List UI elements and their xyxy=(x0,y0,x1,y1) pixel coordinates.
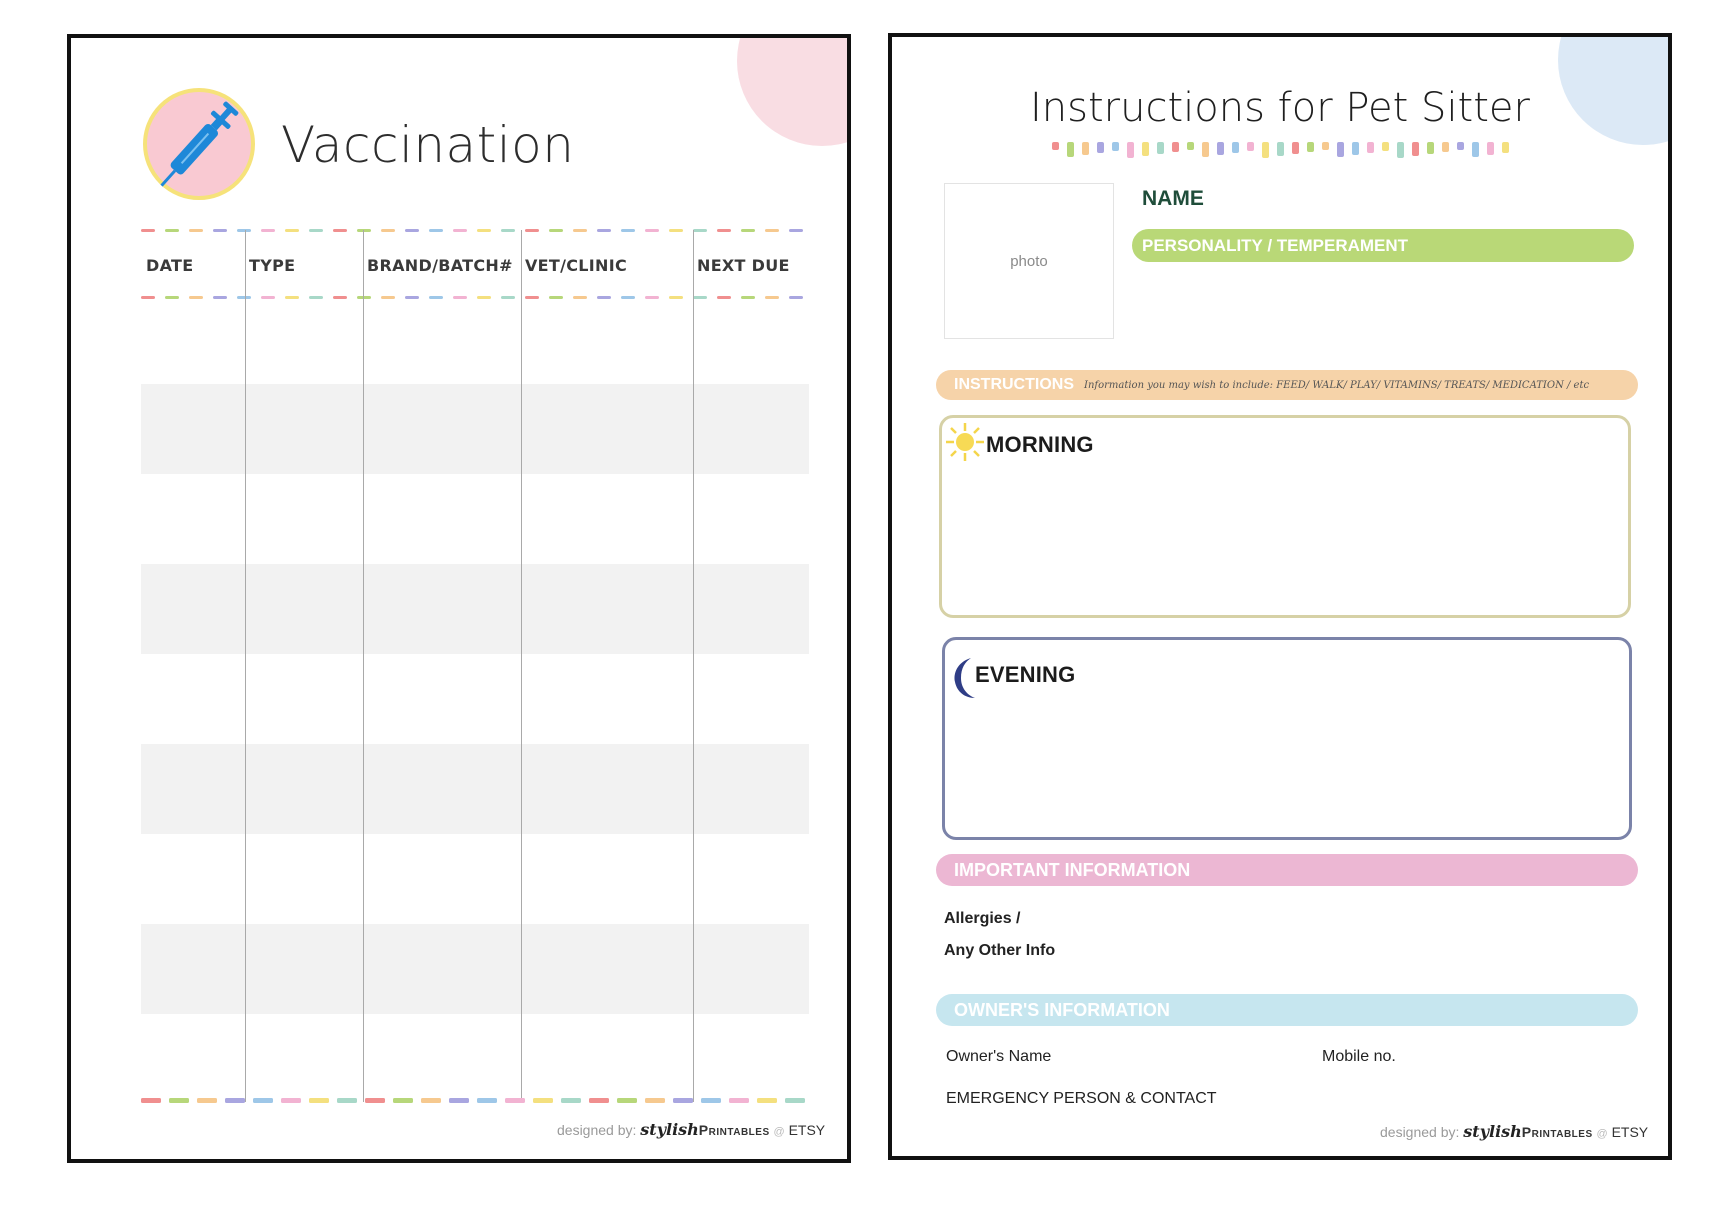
dash-segment xyxy=(597,229,611,232)
evening-section[interactable] xyxy=(942,637,1632,840)
bunting-tassel xyxy=(1217,142,1224,155)
page-title: Instructions for Pet Sitter xyxy=(1030,85,1530,131)
personality-label: PERSONALITY / TEMPERAMENT xyxy=(1142,235,1409,255)
instructions-note: Information you may wish to include: FEED/ WALK/ PLAY/ VITAMINS/ TREATS/ MEDICATION / etc xyxy=(1084,379,1590,391)
bunting-tassel xyxy=(1112,142,1119,151)
bunting-tassel xyxy=(1397,142,1404,158)
dash-segment xyxy=(357,229,371,232)
column-header-brand-batch: BRAND/BATCH# xyxy=(367,256,513,275)
dash-segment xyxy=(141,296,155,299)
bunting-tassel xyxy=(1157,142,1164,154)
dash-segment xyxy=(421,1098,441,1103)
table-row[interactable] xyxy=(141,384,809,474)
dashed-divider xyxy=(141,295,809,301)
mobile-label: Mobile no. xyxy=(1322,1048,1396,1065)
footer-brand: Printables xyxy=(1521,1124,1593,1140)
morning-label: MORNING xyxy=(986,432,1094,457)
dash-segment xyxy=(357,296,371,299)
owner-info-label: OWNER'S INFORMATION xyxy=(954,999,1170,1020)
column-header-vet-clinic: VET/CLINIC xyxy=(525,256,628,275)
dash-segment xyxy=(253,1098,273,1103)
bunting-tassel xyxy=(1187,142,1194,150)
dash-segment xyxy=(477,1098,497,1103)
bunting-tassel xyxy=(1127,142,1134,158)
bunting-tassel xyxy=(1487,142,1494,155)
bunting-tassel xyxy=(1142,142,1149,156)
dash-segment xyxy=(765,296,779,299)
other-info-label: Any Other Info xyxy=(944,942,1056,959)
dash-segment xyxy=(741,229,755,232)
dash-segment xyxy=(789,229,803,232)
table-row[interactable] xyxy=(141,564,809,654)
dash-segment xyxy=(477,229,491,232)
dash-segment xyxy=(333,296,347,299)
footer-credit xyxy=(1380,1122,1648,1141)
page-title: Vaccination xyxy=(281,116,575,174)
dash-segment xyxy=(429,296,443,299)
dash-segment xyxy=(393,1098,413,1103)
footer-signature: stylish xyxy=(1463,1122,1522,1141)
dash-segment xyxy=(701,1098,721,1103)
bunting-tassel xyxy=(1427,142,1434,154)
dash-segment xyxy=(237,296,251,299)
moon-icon xyxy=(951,656,977,700)
vaccination-page xyxy=(67,34,851,1163)
dash-segment xyxy=(141,229,155,232)
dash-segment xyxy=(189,229,203,232)
column-header-date: DATE xyxy=(146,256,194,275)
dash-segment xyxy=(261,296,275,299)
bunting-tassel xyxy=(1367,142,1374,153)
bunting-tassel xyxy=(1337,142,1344,157)
dash-segment xyxy=(453,296,467,299)
bunting-tassel xyxy=(1322,142,1329,150)
bunting-tassel xyxy=(1172,142,1179,152)
dash-segment xyxy=(549,296,563,299)
owner-info-banner xyxy=(936,994,1638,1026)
dash-segment xyxy=(765,229,779,232)
bunting-tassel xyxy=(1097,142,1104,153)
dash-segment xyxy=(381,296,395,299)
dash-segment xyxy=(693,229,707,232)
dash-segment xyxy=(645,1098,665,1103)
bunting-tassel xyxy=(1082,142,1089,155)
bunting-tassel xyxy=(1247,142,1254,151)
dash-segment xyxy=(789,296,803,299)
dash-segment xyxy=(309,1098,329,1103)
photo-label: photo xyxy=(1010,252,1048,270)
bunting-tassel xyxy=(1202,142,1209,157)
bunting-tassel xyxy=(1352,142,1359,155)
dash-segment xyxy=(197,1098,217,1103)
dash-segment xyxy=(573,296,587,299)
dash-segment xyxy=(693,296,707,299)
dash-segment xyxy=(549,229,563,232)
footer-designed-by: designed by: xyxy=(1380,1124,1460,1140)
column-header-type: TYPE xyxy=(249,256,296,275)
dash-segment xyxy=(225,1098,245,1103)
bunting-tassel xyxy=(1307,142,1314,152)
footer-signature: stylish xyxy=(640,1120,699,1139)
dash-segment xyxy=(673,1098,693,1103)
footer-brand: Printables xyxy=(698,1122,770,1138)
instructions-label: INSTRUCTIONS xyxy=(954,376,1074,393)
bunting-tassel xyxy=(1472,142,1479,157)
dash-segment xyxy=(169,1098,189,1103)
dash-segment xyxy=(281,1098,301,1103)
dash-segment xyxy=(429,229,443,232)
dashed-divider xyxy=(141,1098,809,1104)
column-divider xyxy=(693,230,694,1102)
dashed-divider xyxy=(141,228,809,234)
footer-etsy: ETSY xyxy=(1611,1124,1649,1140)
dash-segment xyxy=(285,229,299,232)
dash-segment xyxy=(237,229,251,232)
column-divider xyxy=(521,230,522,1102)
bunting-tassel xyxy=(1067,142,1074,157)
bunting-tassel xyxy=(1262,142,1269,158)
dash-segment xyxy=(501,229,515,232)
personality-banner xyxy=(1132,229,1634,262)
dash-segment xyxy=(525,229,539,232)
dash-segment xyxy=(405,229,419,232)
dash-segment xyxy=(213,229,227,232)
bunting-tassel xyxy=(1502,142,1509,153)
dash-segment xyxy=(285,296,299,299)
name-label: NAME xyxy=(1142,187,1204,210)
dash-segment xyxy=(645,296,659,299)
important-info-banner xyxy=(936,854,1638,886)
dash-segment xyxy=(381,229,395,232)
footer-at: @ xyxy=(1596,1128,1608,1140)
dash-segment xyxy=(617,1098,637,1103)
column-divider xyxy=(245,230,246,1102)
dash-segment xyxy=(597,296,611,299)
emergency-contact-label: EMERGENCY PERSON & CONTACT xyxy=(946,1090,1217,1107)
pet-sitter-page xyxy=(888,33,1672,1160)
bunting-tassel xyxy=(1457,142,1464,150)
instructions-banner xyxy=(936,370,1638,400)
dash-segment xyxy=(717,296,731,299)
dash-segment xyxy=(165,229,179,232)
footer-at: @ xyxy=(773,1126,785,1138)
dash-segment xyxy=(453,229,467,232)
dash-segment xyxy=(645,229,659,232)
dash-segment xyxy=(405,296,419,299)
dash-segment xyxy=(477,296,491,299)
dash-segment xyxy=(365,1098,385,1103)
photo-placeholder[interactable] xyxy=(944,183,1114,339)
dash-segment xyxy=(449,1098,469,1103)
sun-icon xyxy=(944,421,986,463)
dash-segment xyxy=(141,1098,161,1103)
dash-segment xyxy=(501,296,515,299)
dash-segment xyxy=(505,1098,525,1103)
footer-credit xyxy=(557,1120,825,1139)
bunting-tassel xyxy=(1412,142,1419,156)
dash-segment xyxy=(621,296,635,299)
dash-segment xyxy=(669,296,683,299)
dash-segment xyxy=(189,296,203,299)
bunting-tassel xyxy=(1442,142,1449,152)
syringe-icon xyxy=(141,82,259,200)
dash-segment xyxy=(561,1098,581,1103)
owner-name-label: Owner's Name xyxy=(946,1048,1052,1065)
dash-segment xyxy=(525,296,539,299)
allergies-label: Allergies / xyxy=(944,910,1021,927)
dash-segment xyxy=(261,229,275,232)
dash-segment xyxy=(621,229,635,232)
dash-segment xyxy=(573,229,587,232)
dash-segment xyxy=(589,1098,609,1103)
dash-segment xyxy=(213,296,227,299)
dash-segment xyxy=(309,229,323,232)
dash-segment xyxy=(741,296,755,299)
dash-segment xyxy=(533,1098,553,1103)
bunting-tassel xyxy=(1292,142,1299,154)
dash-segment xyxy=(757,1098,777,1103)
dash-segment xyxy=(717,229,731,232)
table-row[interactable] xyxy=(141,924,809,1014)
table-row[interactable] xyxy=(141,744,809,834)
bunting-tassel xyxy=(1382,142,1389,151)
dash-segment xyxy=(669,229,683,232)
dash-segment xyxy=(165,296,179,299)
column-header-next-due: NEXT DUE xyxy=(697,256,790,275)
dash-segment xyxy=(785,1098,805,1103)
dash-segment xyxy=(337,1098,357,1103)
bunting-tassel xyxy=(1277,142,1284,156)
evening-label: EVENING xyxy=(975,662,1076,687)
important-info-label: IMPORTANT INFORMATION xyxy=(954,859,1191,880)
morning-section[interactable] xyxy=(939,415,1631,618)
column-divider xyxy=(363,230,364,1102)
dash-segment xyxy=(333,229,347,232)
corner-decoration xyxy=(737,34,851,146)
bunting-decoration xyxy=(1052,140,1522,162)
footer-etsy: ETSY xyxy=(788,1122,826,1138)
bunting-tassel xyxy=(1052,142,1059,150)
dash-segment xyxy=(309,296,323,299)
dash-segment xyxy=(729,1098,749,1103)
footer-designed-by: designed by: xyxy=(557,1122,637,1138)
bunting-tassel xyxy=(1232,142,1239,153)
